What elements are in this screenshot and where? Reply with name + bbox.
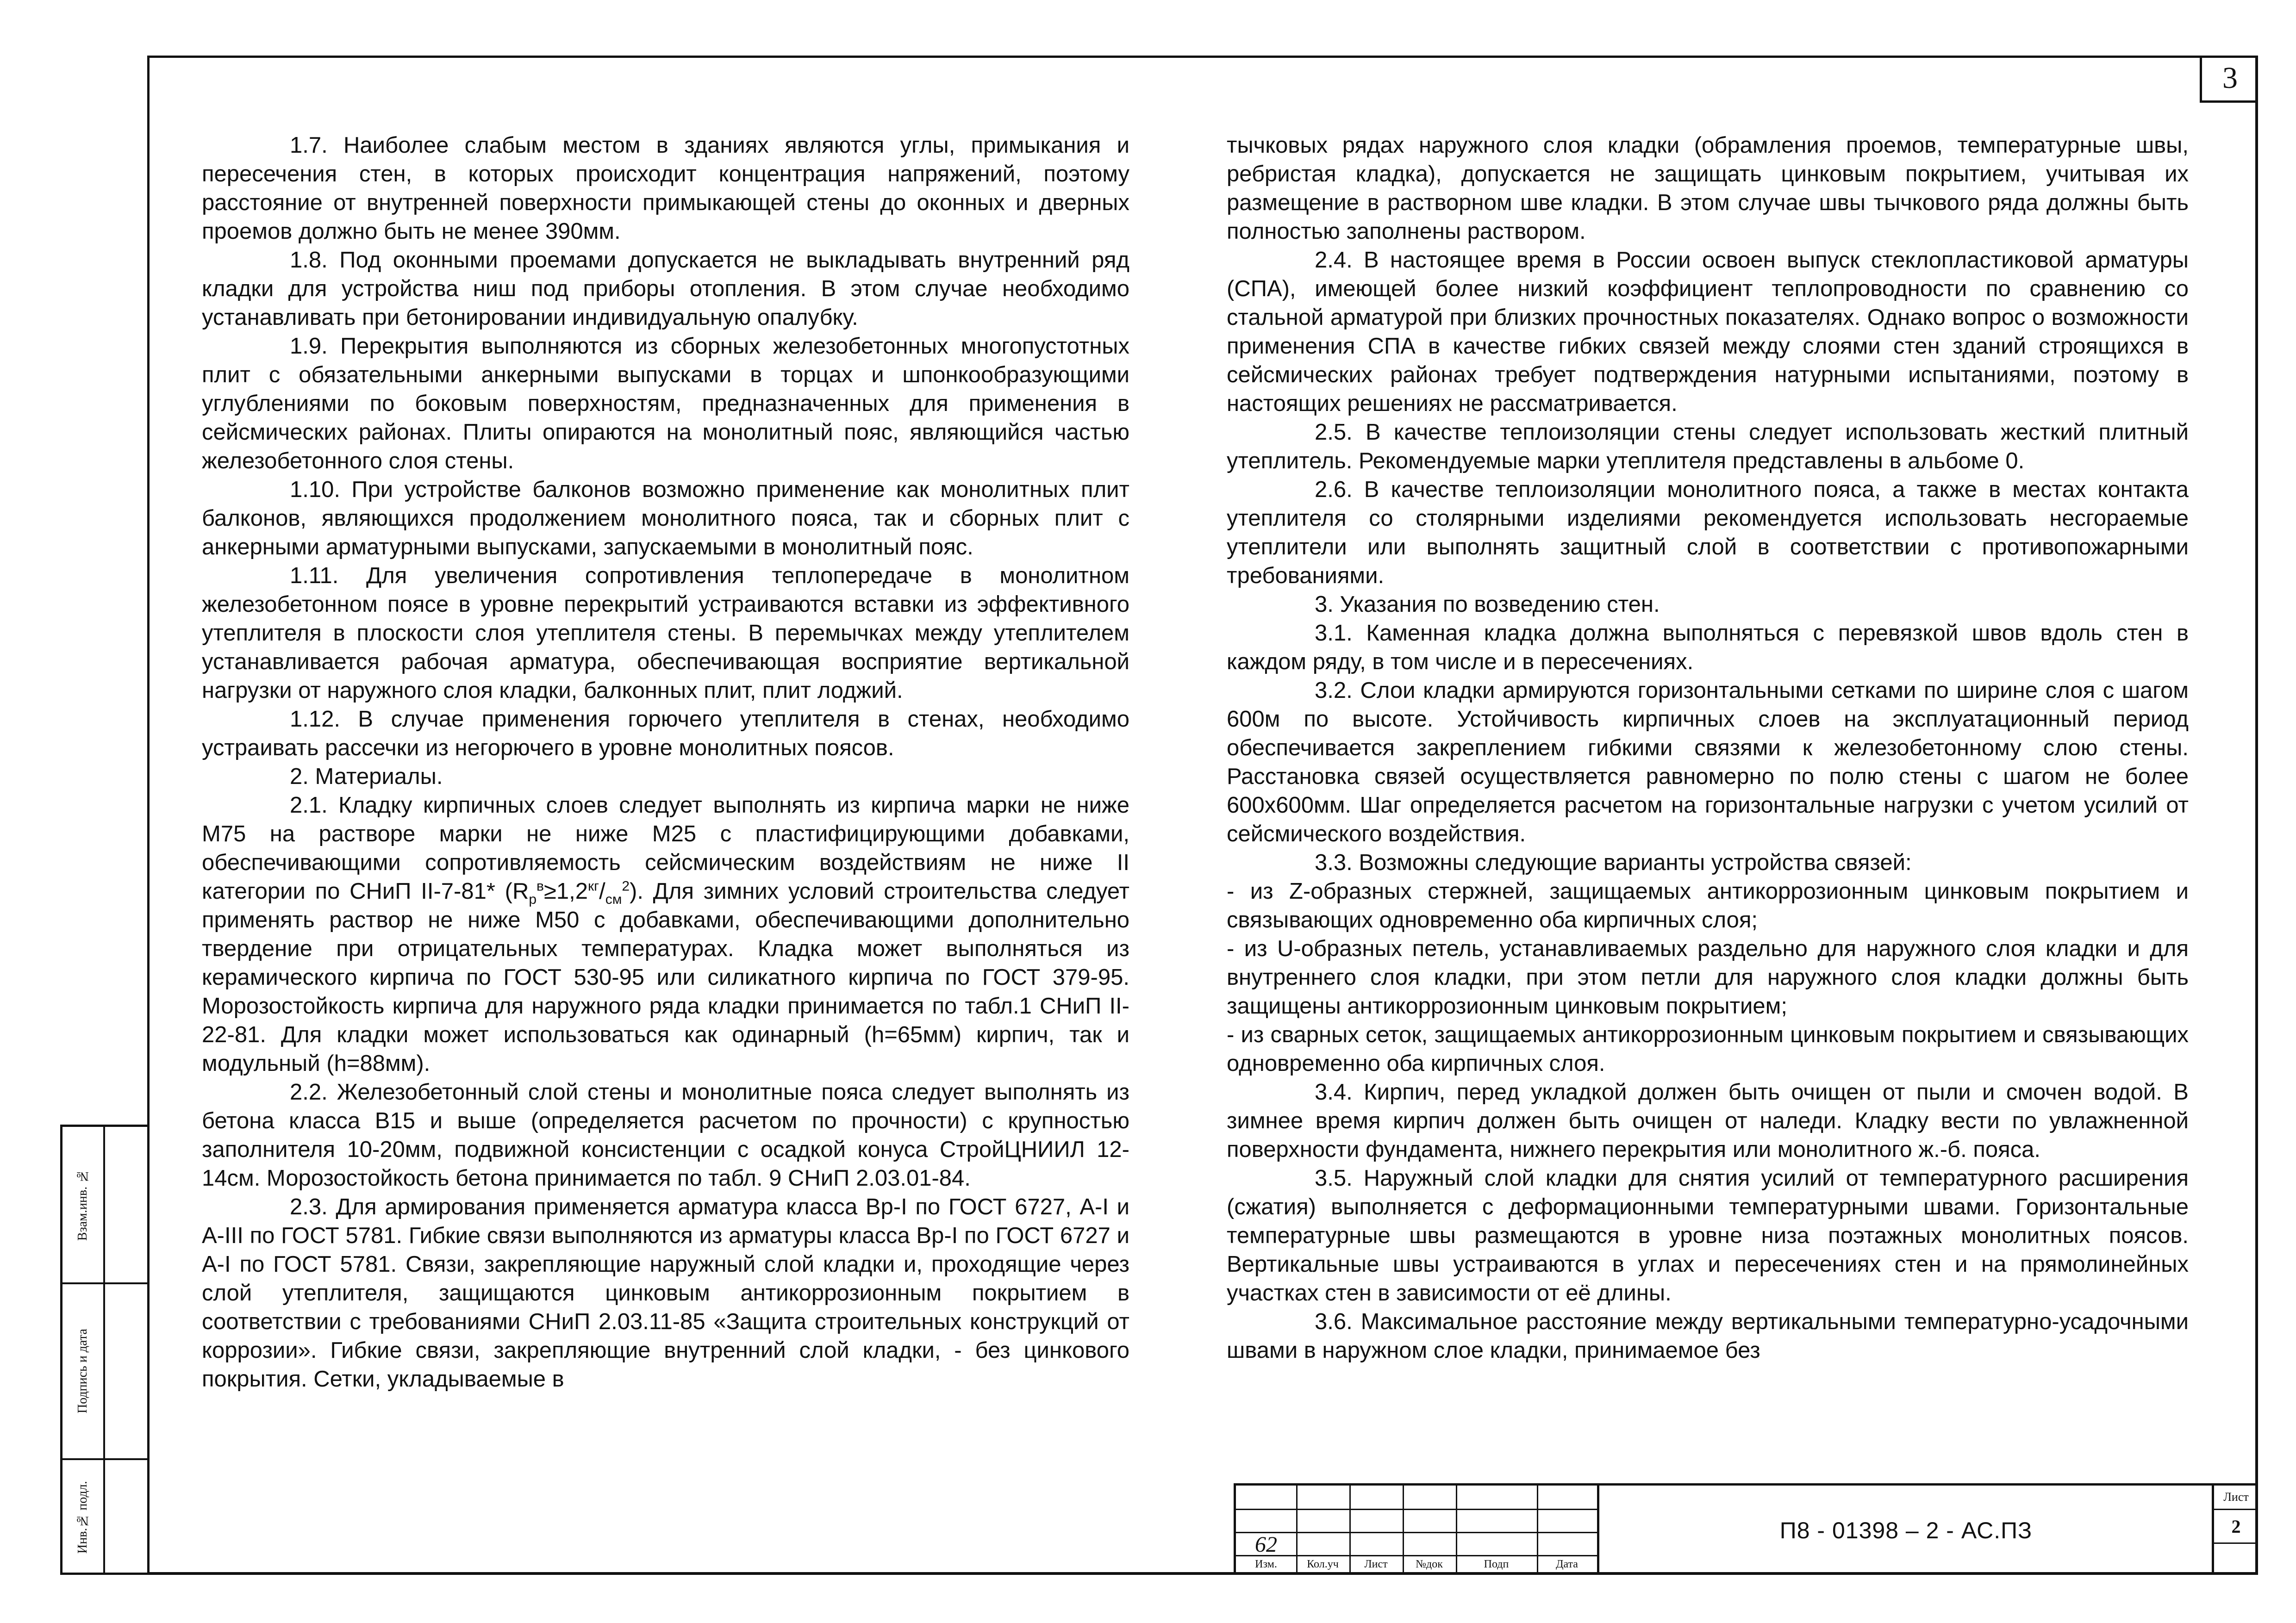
side-label-original: Инв.№ подл.	[75, 1481, 90, 1554]
paragraph	[1227, 934, 2189, 1020]
paragraph	[202, 762, 1129, 791]
paragraph	[1227, 131, 2189, 246]
paragraph	[1227, 590, 2189, 619]
paragraph	[202, 1078, 1129, 1193]
paragraph-text: 3.4. Кирпич, перед укладкой должен быть очищен от пыли и смочен водой. В зимнее время кирпич должен быть очищен от наледи. Кладку вести по увлажненной поверхности фундамента, нижнего перекрытия или монолитного ж.-б. пояса.	[1227, 1080, 2189, 1162]
paragraph-text: 2. Материалы.	[290, 764, 443, 789]
paragraph	[1227, 877, 2189, 934]
paragraph-sup: в	[537, 878, 544, 894]
paragraph	[202, 705, 1129, 762]
paragraph-text: 1.9. Перекрытия выполняются из сборных железобетонных многопустотных плит с обязательными анкерными выпусками в торцах и шпонкообразующими углублениями по боковым поверхностям, предназначенных для применения в сейсмических районах. Плиты опираются на монолитный пояс, являющийся частью железобетонного слоя стены.	[202, 334, 1129, 473]
tb-row-line	[1236, 1509, 1597, 1510]
paragraph	[1227, 848, 2189, 877]
tb-row-line	[1236, 1532, 1597, 1533]
side-cell-signature	[62, 1284, 147, 1460]
paragraph	[202, 475, 1129, 561]
tb-header-izm: Изм.	[1255, 1558, 1277, 1570]
paragraph	[1227, 475, 2189, 590]
paragraph	[1227, 1307, 2189, 1365]
paragraph-text: 2.1. Кладку кирпичных слоев следует выполнять из кирпича марки не ниже М75 на растворе марки не ниже М25 с пластифицирующими добавками, обеспечивающими сопротивляемость сейсмическим воздействиям не ниже II категории по СНиП II-7-81* (R	[202, 793, 1129, 904]
paragraph	[1227, 246, 2189, 418]
page-number: 3	[2200, 56, 2258, 103]
tb-header-ndok: №док	[1416, 1558, 1443, 1570]
paragraph-text: 1.8. Под оконными проемами допускается не выкладывать внутренний ряд кладки для устройства ниш под приборы отопления. В этом случае необходимо устанавливать при бетонировании индивидуальную опалубку.	[202, 248, 1129, 330]
paragraph-text: 2.4. В настоящее время в России освоен выпуск стеклопластиковой арматуры (СПА), имеющей более низкий коэффициент теплопроводности по сравнению со стальной арматурой при близких прочностных показателях. Однако вопрос о возможности применения СПА в качестве гибких связей между слоями стен зданий строящихся в сейсмических районах требует подтверждения натурными испытаниями, поэтому в настоящих решениях не рассматривается.	[1227, 248, 2189, 416]
paragraph	[202, 332, 1129, 475]
paragraph	[1227, 1164, 2189, 1307]
paragraph	[202, 246, 1129, 332]
title-block-grid	[1236, 1486, 1597, 1575]
side-cell-original	[62, 1460, 147, 1575]
side-stamp	[60, 1125, 147, 1575]
paragraph	[202, 791, 1129, 1078]
paragraph-text: 2.5. В качестве теплоизоляции стены следует использовать жесткий плитный утеплитель. Рекомендуемые марки утеплителя представлены в альбоме 0.	[1227, 420, 2189, 473]
paragraph	[1227, 418, 2189, 475]
paragraph-text: ). Для зимних условий строительства следует применять раствор не ниже М50 с добавками, обеспечивающими дополнительно твердение при отрицательных температурах. Кладка может выполняться из керамического кирпича по ГОСТ 530-95 или силикатного кирпича по ГОСТ 379-95. Морозостойкость кирпича для наружного ряда кладки принимается по табл.1 СНиП II-22-81. Для кладки может использоваться как одинарный (h=65мм) кирпич, так и модульный (h=88мм).	[202, 879, 1129, 1076]
paragraph-text: 1.11. Для увеличения сопротивления теплопередаче в монолитном железобетонном поясе в уровне перекрытий устраиваются вставки из эффективного утеплителя в плоскости слоя утеплителя стены. В перемычках между утеплителем устанавливается рабочая арматура, обеспечивающая восприятие вертикальной нагрузки от наружного слоя кладки, балконных плит, плит лоджий.	[202, 563, 1129, 703]
paragraph-text: 1.7. Наиболее слабым местом в зданиях являются углы, примыкания и пересечения стен, в которых происходит концентрация напряжений, поэтому расстояние от внутренней поверхности примыкающей стены до оконных и дверных проемов должно быть не менее 390мм.	[202, 133, 1129, 244]
sheet-number: 2	[2214, 1510, 2258, 1544]
paragraph-text: 2.3. Для армирования применяется арматура класса Вр-I по ГОСТ 6727, А-I и А-III по ГОСТ 5781. Гибкие связи выполняются из арматуры класса Вр-I по ГОСТ 6727 и А-I по ГОСТ 5781. Связи, закрепляющие наружный слой кладки и, проходящие через слой утеплителя, защищаются цинковым антикоррозионным покрытием в соответствии с требованиями СНиП 2.03.11-85 «Защита строительных конструкций от коррозии». Гибкие связи, закрепляющие внутренний слой кладки, - без цинкового покрытия. Сетки, укладываемые в	[202, 1194, 1129, 1392]
tb-header-list: Лист	[1364, 1558, 1388, 1570]
paragraph-text: 2.6. В качестве теплоизоляции монолитного пояса, а также в местах контакта утеплителя со столярными изделиями рекомендуется использовать несгораемые утеплители или выполнять защитный слой в соответствии с противопожарными требованиями.	[1227, 477, 2189, 588]
paragraph	[1227, 619, 2189, 676]
paragraph	[202, 131, 1129, 246]
paragraph-sup: 2	[622, 878, 630, 894]
paragraph-text: /	[599, 879, 605, 904]
paragraph-text: 3.2. Слои кладки армируются горизонтальными сетками по ширине слоя с шагом 600м по высоте. Устойчивость кирпичных слоев на эксплуатационный период обеспечивается закреплением гибкими связями к железобетонному слою стены. Расстановка связей осуществляется равномерно по полю стены с шагом не более 600х600мм. Шаг определяется расчетом на горизонтальные нагрузки с учетом усилий от сейсмического воздействия.	[1227, 678, 2189, 846]
paragraph	[202, 561, 1129, 705]
paragraph-text: 1.12. В случае применения горючего утеплителя в стенах, необходимо устраивать рассечки из негорючего в уровне монолитных поясов.	[202, 707, 1129, 760]
title-block	[1234, 1483, 2258, 1575]
paragraph-text: 3.6. Максимальное расстояние между вертикальными температурно-усадочными швами в наружном слое кладки, принимаемое без	[1227, 1309, 2189, 1363]
paragraph	[1227, 676, 2189, 848]
document-code: П8 - 01398 – 2 - АС.ПЗ	[1597, 1486, 2213, 1575]
paragraph-text: ≥1,2	[543, 879, 588, 904]
paragraph-sub: см	[605, 891, 622, 907]
paragraph-sup: кг	[588, 878, 599, 894]
tb-header-podp: Подп	[1484, 1558, 1509, 1570]
sheet-number-box	[2212, 1486, 2258, 1575]
paragraph-text: 1.10. При устройстве балконов возможно применение как монолитных плит балконов, являющихся продолжением монолитного пояса, так и сборных плит с анкерными арматурными выпусками, запускаемыми в монолитный пояс.	[202, 477, 1129, 560]
side-cell-replacement	[62, 1127, 147, 1284]
paragraph-text: 3.1. Каменная кладка должна выполняться с перевязкой швов вдоль стен в каждом ряду, в том числе и в пересечениях.	[1227, 621, 2189, 674]
paragraph-text: 3.3. Возможны следующие варианты устройства связей:	[1315, 850, 1912, 875]
side-label-signature: Подпись и дата	[75, 1329, 90, 1414]
tb-handwritten-sheet: 62	[1255, 1532, 1277, 1557]
right-text-column	[1227, 131, 2189, 1464]
paragraph-text: - из сварных сеток, защищаемых антикоррозионным цинковым покрытием и связывающих одновременно оба кирпичных слоя.	[1227, 1022, 2189, 1076]
tb-header-data: Дата	[1556, 1558, 1578, 1570]
paragraph-text: 2.2. Железобетонный слой стены и монолитные пояса следует выполнять из бетона класса В15 и выше (определяется расчетом по прочности) с крупностью заполнителя 10-20мм, подвижной консистенции с осадкой конуса СтройЦНИИЛ 12-14см. Морозостойкость бетона принимается по табл. 9 СНиП 2.03.01-84.	[202, 1080, 1129, 1191]
tb-header-kolvo: Кол.уч	[1307, 1558, 1339, 1570]
left-text-column	[202, 131, 1129, 1464]
paragraph-text: 3. Указания по возведению стен.	[1315, 592, 1660, 617]
paragraph-text: - из U-образных петель, устанавливаемых раздельно для наружного слоя кладки и для внутреннего слоя кладки, при этом петли для наружного слоя кладки должны быть защищены антикоррозионным цинковым покрытием;	[1227, 936, 2189, 1019]
paragraph	[1227, 1020, 2189, 1078]
sheet-label: Лист	[2214, 1486, 2258, 1510]
paragraph	[202, 1193, 1129, 1393]
paragraph-text: 3.5. Наружный слой кладки для снятия усилий от температурного расширения (сжатия) выполняется с деформационными температурными швами. Горизонтальные температурные швы размещаются в уровне низа поэтажных монолитных поясов. Вертикальные швы устраиваются в углах и пересечениях стен и на прямолинейных участках стен в зависимости от её длины.	[1227, 1166, 2189, 1306]
paragraph-sub: р	[529, 891, 537, 907]
side-label-replacement: Взам.инв. №	[75, 1169, 90, 1241]
paragraph	[1227, 1078, 2189, 1164]
paragraph-text: тычковых рядах наружного слоя кладки (обрамления проемов, температурные швы, ребристая кладка), допускается не защищать цинковым покрытием, учитывая их размещение в растворном шве кладки. В этом случае швы тычкового ряда должны быть полностью заполнены раствором.	[1227, 133, 2189, 244]
paragraph-text: - из Z-образных стержней, защищаемых антикоррозионным цинковым покрытием и связывающих одновременно оба кирпичных слоя;	[1227, 879, 2189, 933]
